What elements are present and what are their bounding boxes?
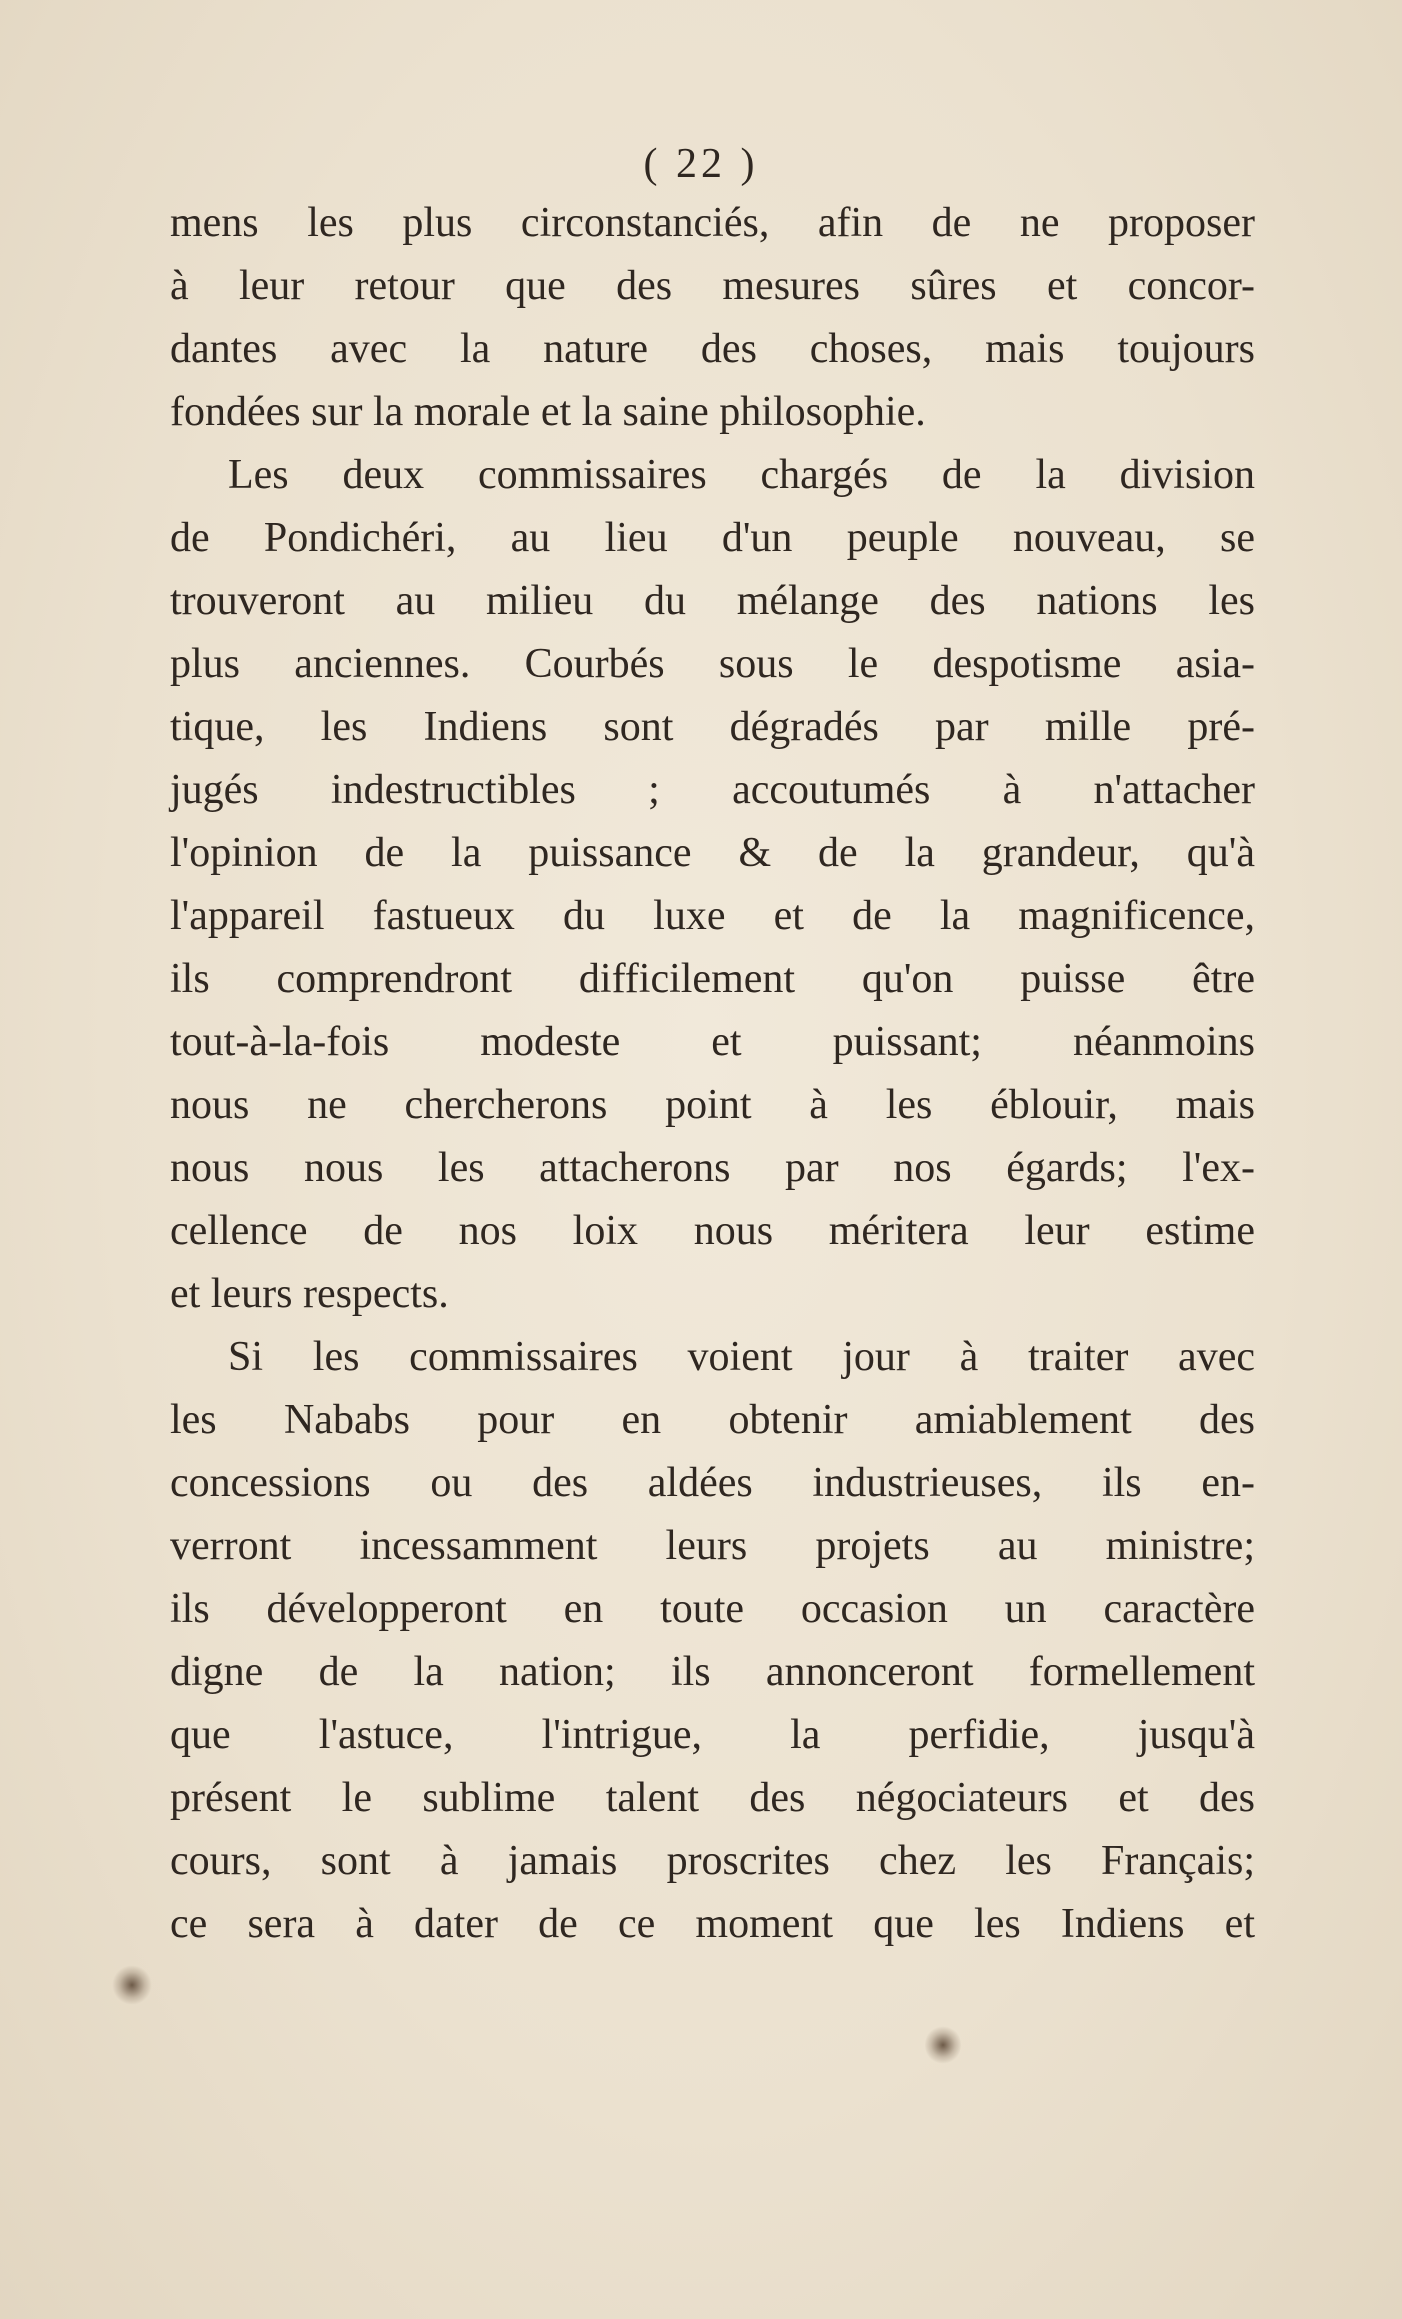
body-text (170, 192, 1255, 1956)
text-line: ce sera à dater de ce moment que les Indiens et (170, 1901, 1255, 1947)
text-line: que l'astuce, l'intrigue, la perfidie, jusqu'à (170, 1712, 1255, 1758)
text-line: plus anciennes. Courbés sous le despotisme asia- (170, 641, 1255, 687)
text-line: présent le sublime talent des négociateurs et des (170, 1775, 1255, 1821)
text-line: Si les commissaires voient jour à traiter avec (228, 1334, 1255, 1380)
text-line: tique, les Indiens sont dégradés par mille pré- (170, 704, 1255, 750)
text-line: cours, sont à jamais proscrites chez les Français; (170, 1838, 1255, 1884)
text-line: ils développeront en toute occasion un caractère (170, 1586, 1255, 1632)
text-line: ils comprendront difficilement qu'on puisse être (170, 956, 1255, 1002)
text-line: nous nous les attacherons par nos égards; l'ex- (170, 1145, 1255, 1191)
text-line: les Nababs pour en obtenir amiablement des (170, 1397, 1255, 1443)
text-line: jugés indestructibles ; accoutumés à n'attacher (170, 767, 1255, 813)
text-line: cellence de nos loix nous méritera leur estime (170, 1208, 1255, 1254)
text-line: verront incessamment leurs projets au ministre; (170, 1523, 1255, 1569)
text-line: concessions ou des aldées industrieuses, ils en- (170, 1460, 1255, 1506)
text-line: de Pondichéri, au lieu d'un peuple nouveau, se (170, 515, 1255, 561)
text-line: et leurs respects. (170, 1271, 449, 1317)
text-line: mens les plus circonstanciés, afin de ne proposer (170, 200, 1255, 246)
text-line: fondées sur la morale et la saine philosophie. (170, 389, 926, 435)
ink-stain (925, 2025, 961, 2065)
text-line: dantes avec la nature des choses, mais toujours (170, 326, 1255, 372)
ink-stain (112, 1965, 152, 2005)
text-line: trouveront au milieu du mélange des nations les (170, 578, 1255, 624)
page-number: ( 22 ) (643, 141, 759, 187)
text-line: digne de la nation; ils annonceront formellement (170, 1649, 1255, 1695)
text-line: à leur retour que des mesures sûres et concor- (170, 263, 1255, 309)
text-line: l'opinion de la puissance & de la grandeur, qu'à (170, 830, 1255, 876)
text-line: l'appareil fastueux du luxe et de la magnificence, (170, 893, 1255, 939)
text-line: nous ne chercherons point à les éblouir, mais (170, 1082, 1255, 1128)
text-line: tout-à-la-fois modeste et puissant; néanmoins (170, 1019, 1255, 1065)
text-line: Les deux commissaires chargés de la division (228, 452, 1255, 498)
